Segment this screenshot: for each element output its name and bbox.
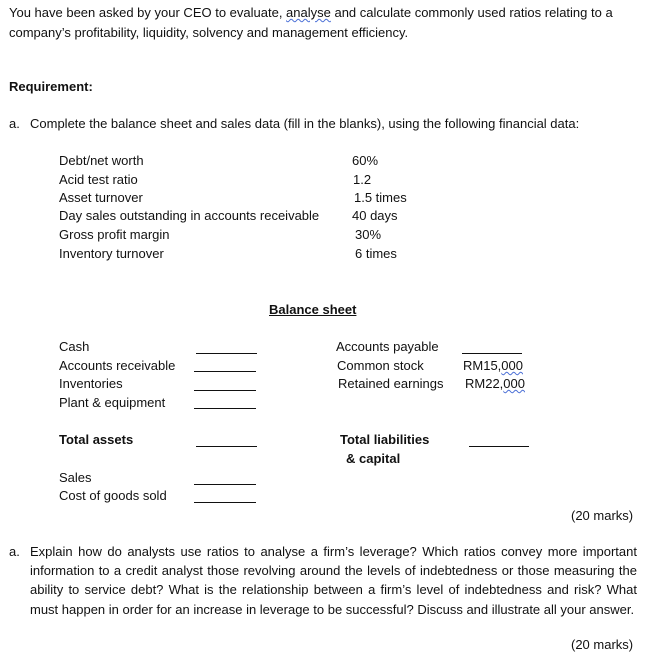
liab-payable-blank[interactable] xyxy=(462,353,522,354)
fin-value-acid-test: 1.2 xyxy=(353,172,372,187)
intro-text-2: and calculate commonly used ratios relating to a company’s profitability, liquidity, solvency and management efficiency. xyxy=(9,5,613,40)
liab-retained-prefix: RM22, xyxy=(465,376,504,391)
cogs-blank[interactable] xyxy=(194,502,256,503)
cogs-label: Cost of goods sold xyxy=(59,488,167,503)
fin-value-inventory-turnover: 6 times xyxy=(355,246,397,261)
asset-receivables-blank[interactable] xyxy=(194,371,256,372)
marks-1: (20 marks) xyxy=(571,508,634,523)
fin-label-asset-turnover: Asset turnover xyxy=(59,190,143,205)
asset-receivables-label: Accounts receivable xyxy=(59,358,176,373)
asset-inventories-blank[interactable] xyxy=(194,390,256,391)
fin-value-gross-margin: 30% xyxy=(355,227,382,242)
liab-common-stock-value xyxy=(463,357,523,375)
asset-inventories-label: Inventories xyxy=(59,376,123,391)
question-a-label: a. xyxy=(9,116,20,131)
liab-common-stock-label: Common stock xyxy=(337,358,424,373)
intro-text-1: You have been asked by your CEO to evaluate, xyxy=(9,5,287,20)
asset-cash-blank[interactable] xyxy=(196,353,257,354)
fin-label-dso: Day sales outstanding in accounts receivable xyxy=(59,208,320,223)
total-liabilities-blank[interactable] xyxy=(469,446,529,447)
balance-sheet-title: Balance sheet xyxy=(269,302,357,317)
liab-retained-value xyxy=(465,375,525,393)
sales-label: Sales xyxy=(59,470,92,485)
liab-retained-label: Retained earnings xyxy=(338,376,444,391)
asset-plant-label: Plant & equipment xyxy=(59,395,166,410)
fin-value-debt-net-worth: 60% xyxy=(352,153,379,168)
sales-blank[interactable] xyxy=(194,484,256,485)
total-assets-blank[interactable] xyxy=(196,446,257,447)
requirement-heading: Requirement: xyxy=(9,79,93,94)
liab-retained-suffix: 000 xyxy=(503,376,525,391)
question-a-text: Complete the balance sheet and sales data (fill in the blanks), using the following financial data: xyxy=(30,116,580,131)
intro-paragraph xyxy=(9,3,645,43)
question-b-text: Explain how do analysts use ratios to analyse a firm’s leverage? Which ratios convey more important information to a credit analyst those revolving around the levels of indebtedness or those measuring the ability to service debt? What is the relationship between a firm’s level of indebtedness and risk? What must happen in order for an increase in leverage to be successful? Discuss and illustrate all your answer. xyxy=(30,544,637,617)
asset-cash-label: Cash xyxy=(59,339,90,354)
asset-plant-blank[interactable] xyxy=(194,408,256,409)
fin-label-debt-net-worth: Debt/net worth xyxy=(59,153,144,168)
fin-label-gross-margin: Gross profit margin xyxy=(59,227,170,242)
liab-common-stock-suffix: 000 xyxy=(501,358,523,373)
total-liabilities-label: Total liabilities xyxy=(340,432,430,447)
total-assets-label: Total assets xyxy=(59,432,134,447)
marks-2: (20 marks) xyxy=(571,637,634,652)
fin-label-inventory-turnover: Inventory turnover xyxy=(59,246,164,261)
total-liabilities-capital-label: & capital xyxy=(346,451,401,466)
fin-label-acid-test: Acid test ratio xyxy=(59,172,138,187)
fin-value-dso: 40 days xyxy=(352,208,398,223)
question-b-label: a. xyxy=(9,544,20,559)
fin-value-asset-turnover: 1.5 times xyxy=(354,190,407,205)
liab-common-stock-prefix: RM15, xyxy=(463,358,502,373)
liab-payable-label: Accounts payable xyxy=(336,339,439,354)
intro-analyse-word: analyse xyxy=(286,5,331,20)
